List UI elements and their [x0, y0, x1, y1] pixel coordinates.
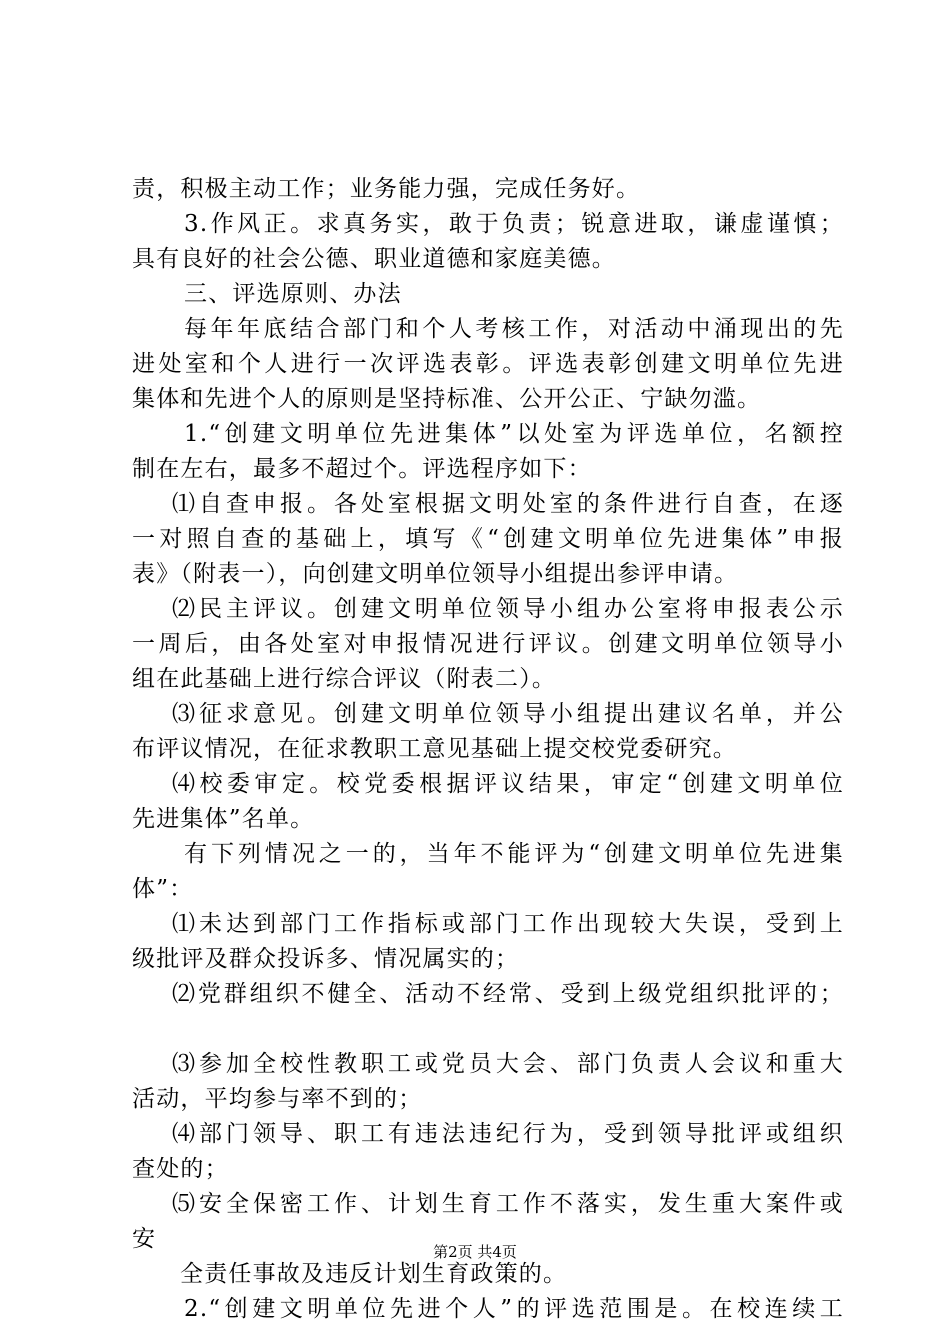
text-line: 具有良好的社会公德、职业道德和家庭美德。 — [132, 246, 616, 272]
text-line: ⑸安全保密工作、计划生育工作不落实，发生重大案件或 — [172, 1191, 844, 1217]
text-line: 每年年底结合部门和个人考核工作，对活动中涌现出的先 — [184, 316, 844, 342]
text-line: ⑵党群组织不健全、活动不经常、受到上级党组织批评的； — [172, 981, 844, 1007]
text-line: ⑷部门领导、职工有违法违纪行为，受到领导批评或组织 — [172, 1121, 844, 1147]
text-line: ⑵民主评议。创建文明单位领导小组办公室将申报表公示 — [172, 596, 844, 622]
text-line: 一周后，由各处室对申报情况进行评议。创建文明单位领导小 — [132, 631, 844, 657]
text-line: ⑶参加全校性教职工或党员大会、部门负责人会议和重大 — [172, 1051, 844, 1077]
text-line: 制在左右，最多不超过个。评选程序如下： — [132, 456, 592, 482]
text-line: 布评议情况，在征求教职工意见基础上提交校党委研究。 — [132, 736, 737, 762]
page-footer: 第2页 共4页 — [433, 1243, 517, 1261]
text-line: 进处室和个人进行一次评选表彰。评选表彰创建文明单位先进 — [132, 351, 844, 377]
text-line: 查处的； — [132, 1156, 229, 1182]
text-line: 2.“创建文明单位先进个人”的评选范围是。在校连续工 — [184, 1296, 844, 1322]
text-line: 集体和先进个人的原则是坚持标准、公开公正、宁缺勿滥。 — [132, 386, 762, 412]
text-line: 一对照自查的基础上，填写《“创建文明单位先进集体”申报 — [132, 526, 844, 552]
text-line: 组在此基础上进行综合评议（附表二）。 — [132, 666, 557, 692]
text-line: ⑴自查申报。各处室根据文明处室的条件进行自查，在逐 — [172, 491, 844, 517]
text-line: 全责任事故及违反计划生育政策的。 — [180, 1261, 568, 1287]
text-line: 1.“创建文明单位先进集体”以处室为评选单位，名额控 — [184, 421, 844, 447]
text-line: 级批评及群众投诉多、情况属实的； — [132, 946, 520, 972]
text-line: 三、评选原则、办法 — [184, 281, 402, 307]
text-line: 责，积极主动工作；业务能力强，完成任务好。 — [132, 176, 641, 202]
text-line: 有下列情况之一的，当年不能评为“创建文明单位先进集 — [184, 841, 844, 867]
text-line: 表》（附表一），向创建文明单位领导小组提出参评申请。 — [132, 561, 739, 587]
text-line: 3.作风正。求真务实，敢于负责；锐意进取，谦虚谨慎； — [184, 211, 844, 237]
text-line: ⑴未达到部门工作指标或部门工作出现较大失误，受到上 — [172, 911, 844, 937]
text-line: ⑷校委审定。校党委根据评议结果，审定“创建文明单位 — [172, 771, 844, 797]
text-line: ⑶征求意见。创建文明单位领导小组提出建议名单，并公 — [172, 701, 844, 727]
text-line: 安 — [132, 1226, 157, 1252]
document-body — [132, 172, 844, 1327]
text-line: 体”： — [132, 876, 194, 902]
text-line: 先进集体”名单。 — [132, 806, 315, 832]
text-line: 活动，平均参与率不到的； — [132, 1086, 423, 1112]
